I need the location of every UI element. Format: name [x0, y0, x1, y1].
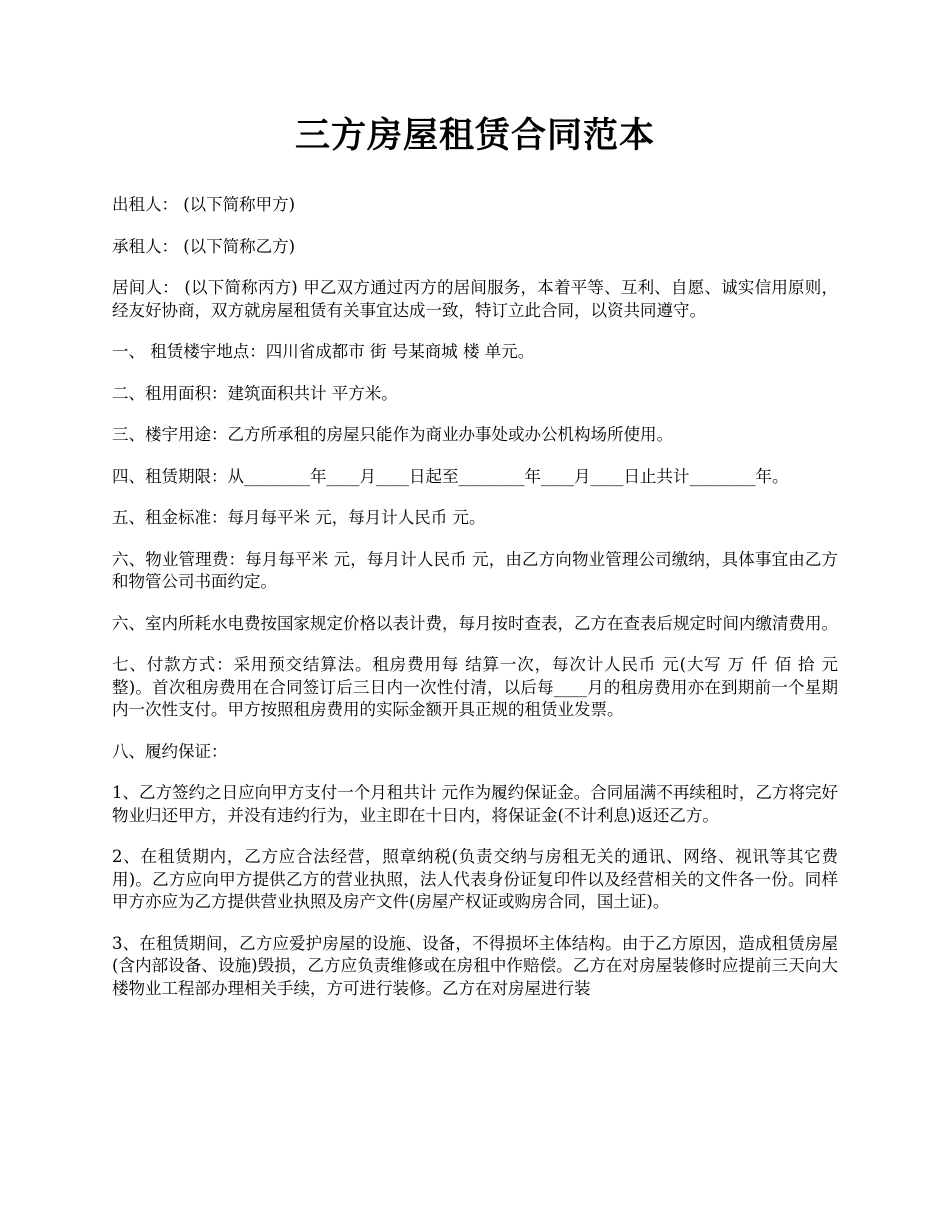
- clause-utilities: 六、室内所耗水电费按国家规定价格以表计费，每月按时查表，乙方在查表后规定时间内缴清费用。: [112, 613, 838, 633]
- intermediary-paragraph: 居间人： (以下简称丙方) 甲乙双方通过丙方的居间服务，本着平等、互利、自愿、诚实信用原则，经友好协商，双方就房屋租赁有关事宜达成一致，特订立此合同，以资共同遵守。: [112, 278, 838, 320]
- clause-usage: 三、楼宇用途：乙方所承租的房屋只能作为商业办事处或办公机构场所使用。: [112, 425, 673, 444]
- clause-guarantee-heading: 八、履约保证：: [112, 741, 228, 761]
- clause-term: 四、租赁期限：从________年____月____日起至________年____月____日止共计________年。: [112, 466, 789, 486]
- clause-area: 二、租用面积：建筑面积共计 平方米。: [112, 383, 398, 403]
- document-title: 三方房屋租赁合同范本: [294, 115, 655, 156]
- clause-property-fee: 六、物业管理费：每月每平米 元，每月计人民币 元，由乙方向物业管理公司缴纳，具体事宜由乙方和物管公司书面约定。: [112, 549, 838, 591]
- guarantee-item-3: 3、在租赁期间，乙方应爱护房屋的设施、设备，不得损坏主体结构。由于乙方原因，造成租赁房屋(含内部设备、设施)毁损，乙方应负责维修或在房租中作赔偿。乙方在对房屋装修时应提前三天向大楼物业工程部办理相关手续，方可进行装修。乙方在对房屋进行装: [112, 933, 838, 998]
- lessor-line: 出租人： (以下简称甲方): [112, 195, 296, 214]
- clause-rent: 五、租金标准：每月每平米 元，每月计人民币 元。: [112, 508, 486, 527]
- lessee-line: 承租人： (以下简称乙方): [112, 236, 296, 256]
- clause-payment: 七、付款方式：采用预交结算法。租房费用每 结算一次，每次计人民币 元(大写 万 仟 佰 拾 元整)。首次租房费用在合同签订后三日内一次性付清，以后每____月的租房费用亦在到期前一个星期内一次性支付。甲方按照租房费用的实际金额开具正规的租赁业发票。: [112, 655, 838, 719]
- guarantee-item-2: 2、在租赁期内，乙方应合法经营，照章纳税(负责交纳与房租无关的通讯、网络、视讯等其它费用)。乙方应向甲方提供乙方的营业执照，法人代表身份证复印件以及经营相关的文件各一份。同样甲方亦应为乙方提供营业执照及房产文件(房屋产权证或购房合同，国土证)。: [112, 847, 838, 911]
- clause-location: 一、 租赁楼宇地点：四川省成都市 街 号某商城 楼 单元。: [112, 342, 535, 361]
- guarantee-item-1: 1、乙方签约之日应向甲方支付一个月租共计 元作为履约保证金。合同届满不再续租时，乙方将完好物业归还甲方，并没有违约行为，业主即在十日内，将保证金(不计利息)返还乙方。: [112, 783, 838, 825]
